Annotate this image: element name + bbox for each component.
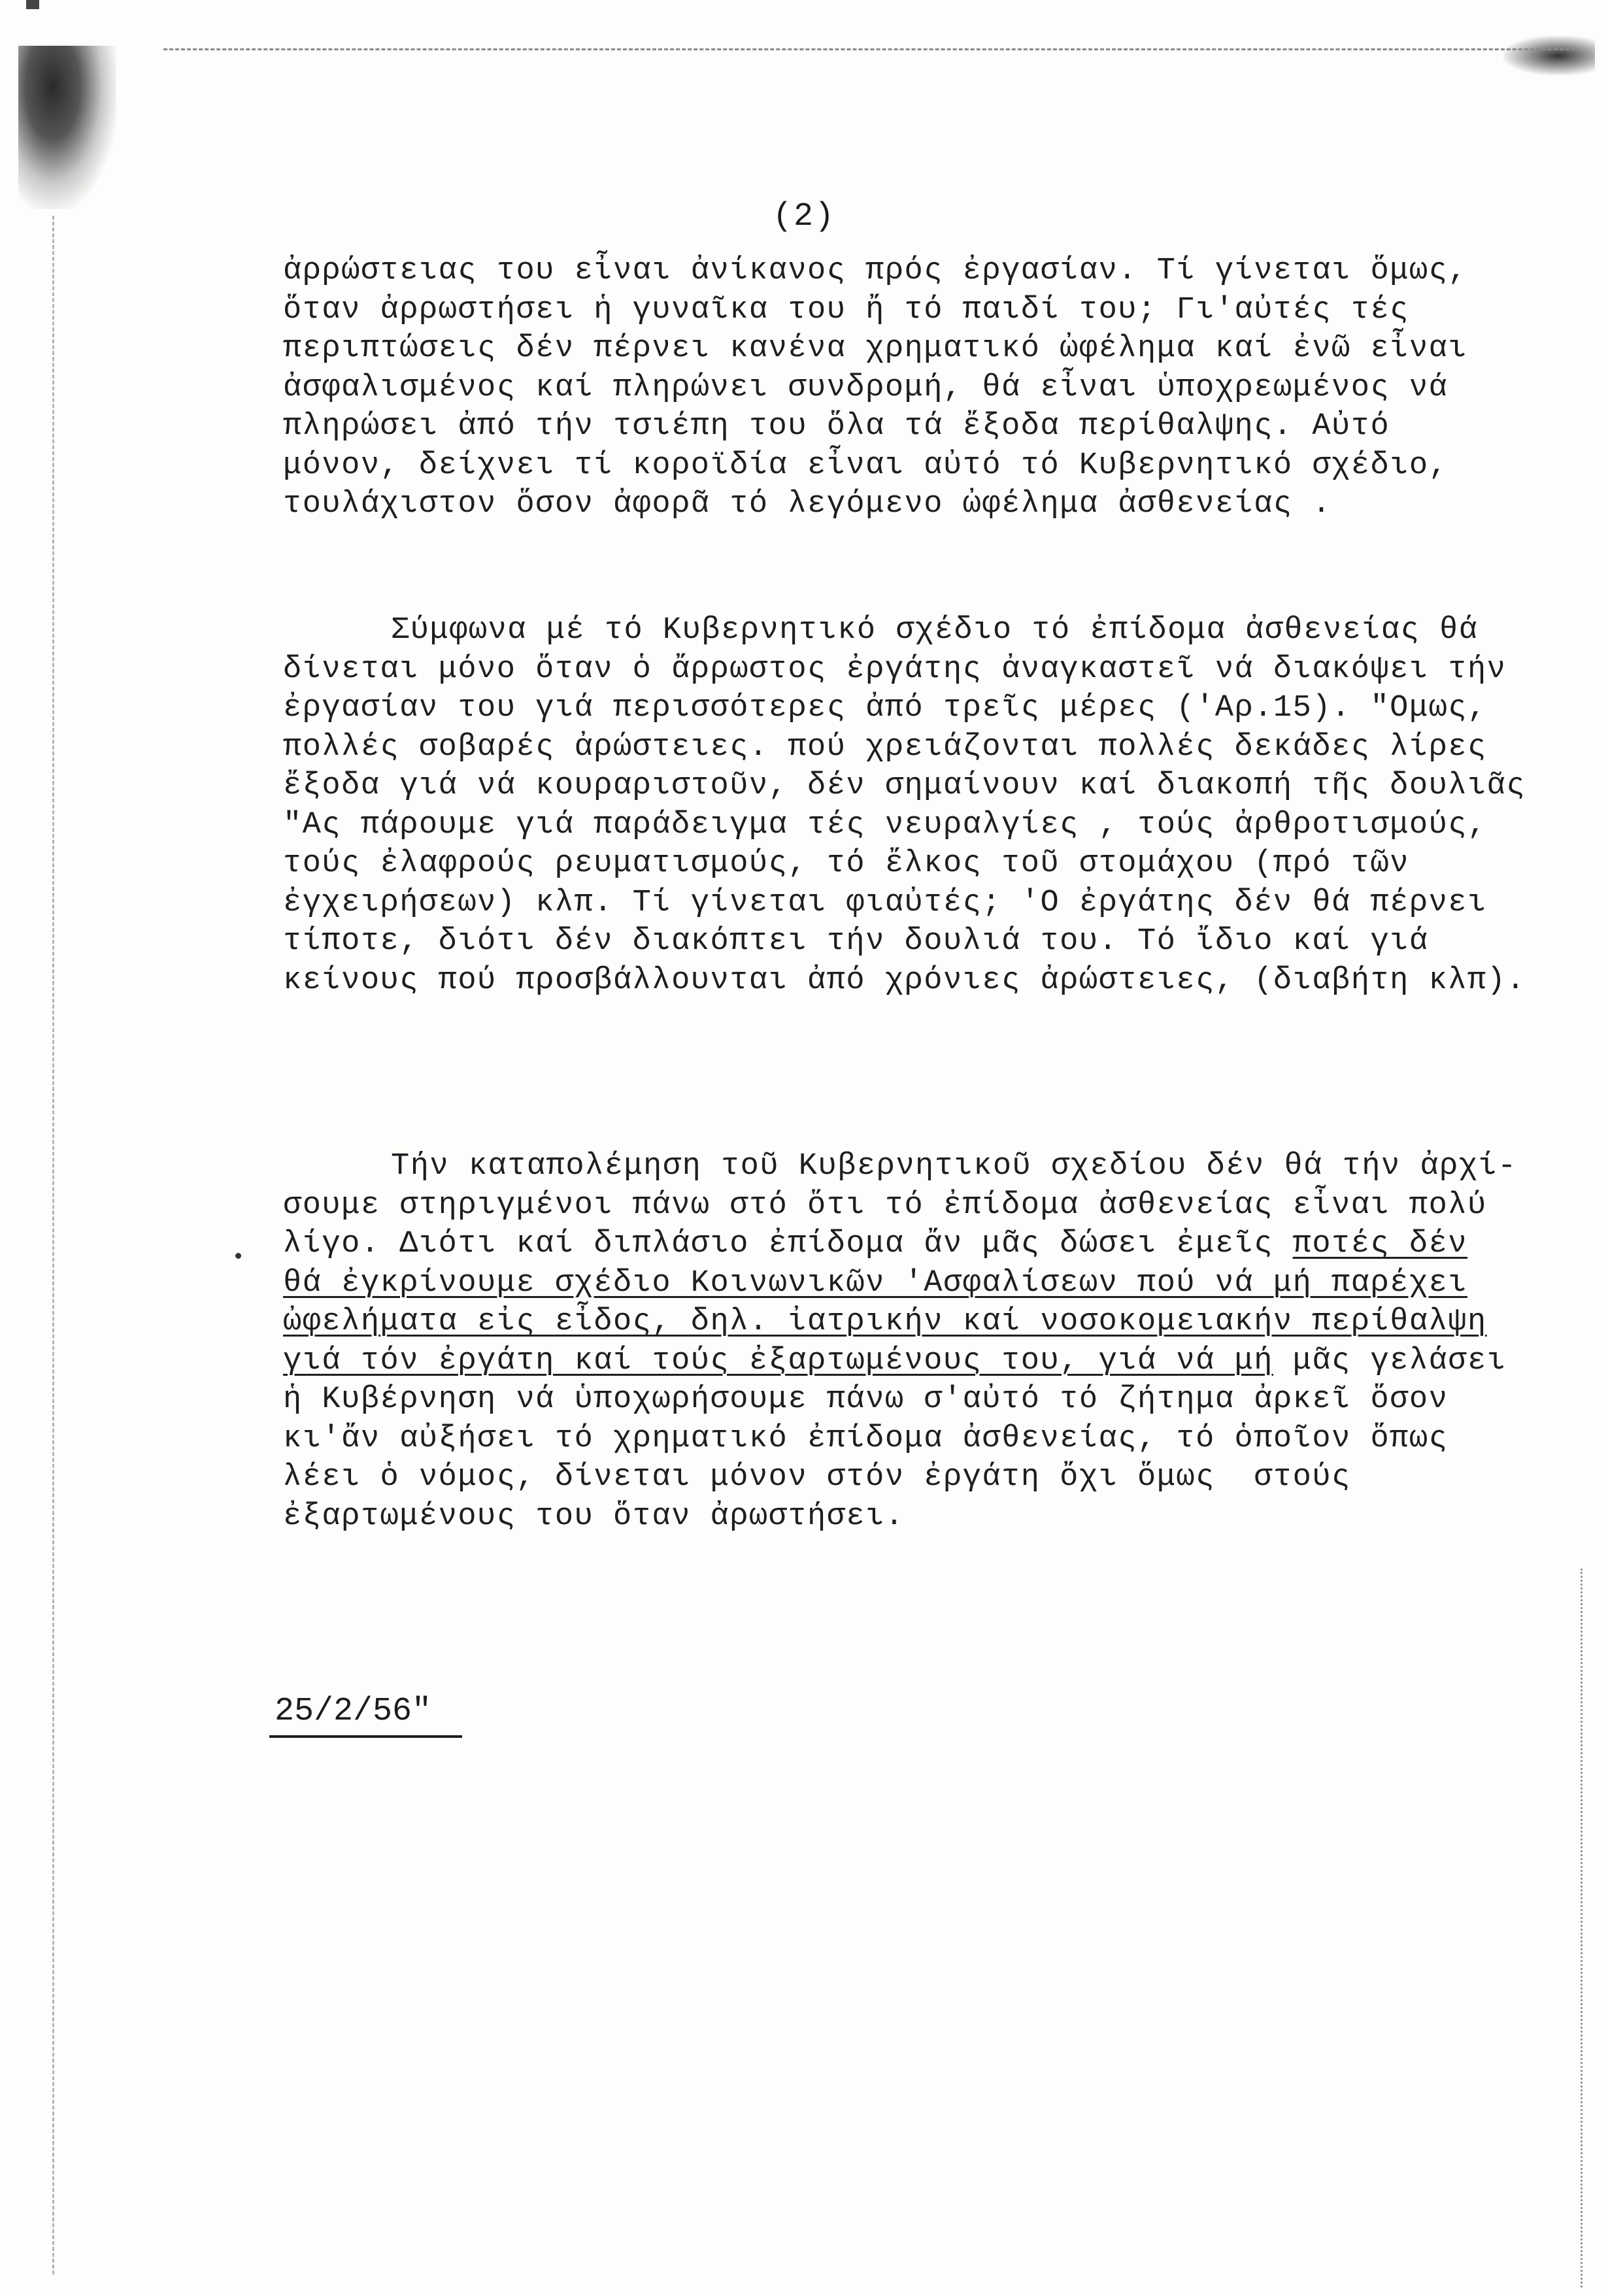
text-segment: Τήν καταπολέμηση τοῦ Κυβερνητικοῦ σχεδίου δέν θά τήν ἀρχί- [391,1149,1517,1184]
text-line [283,1264,1467,1303]
text-line [283,446,1448,486]
text-segment: δίνεται μόνο ὅταν ὁ ἄρρωστος ἐργάτης ἀναγκαστεῖ νά διακόψει τήν [283,652,1507,687]
text-line [283,329,1467,369]
text-segment: πληρώσει ἀπό τήν τσιέπη του ὅλα τά ἔξοδα περίθαλψης. Αὐτό [283,409,1390,444]
text-segment: ὅταν ἀρρωστήσει ἡ γυναῖκα του ἤ τό παιδί του; Γι'αὐτές τές [283,292,1409,327]
text-segment: Σύμφωνα μέ τό Κυβερνητικό σχέδιο τό ἐπίδομα ἀσθενείας θά [391,613,1479,648]
text-segment: ἀρρώστειας του εἶναι ἀνίκανος πρός ἐργασίαν. Τί γίνεται ὅμως, [283,254,1467,288]
text-line [283,806,1487,845]
text-segment: κείνους πού προσβάλλουνται ἀπό χρόνιες ἀρώστειες, (διαβήτη κλπ). [283,963,1526,998]
text-segment: μᾶς γελάσει [1273,1343,1507,1378]
text-line [391,1147,1517,1186]
text-segment: ἐγχειρήσεων) κλπ. Τί γίνεται φιαὐτές; 'Ο ἐργάτης δέν θά πέρνει [283,885,1487,920]
text-line [283,252,1467,291]
text-line [283,1303,1487,1342]
text-segment: πολλές σοβαρές ἀρώστειες. πού χρειάζονται πολλές δεκάδες λίρες [283,729,1487,765]
text-line [283,767,1526,806]
text-segment: ἐργασίαν του γιά περισσότερες ἀπό τρεῖς μέρες ('Αρ.15). "Ομως, [283,691,1487,725]
text-line [283,1186,1487,1225]
text-line [283,922,1429,961]
text-segment: "Ας πάρουμε γιά παράδειγμα τές νευραλγίες , τούς ἀρθροτισμούς, [283,807,1487,842]
text-segment: ἔξοδα γιά νά κουραριστοῦν, δέν σημαίνουν καί διακοπή τῆς δουλιᾶς [283,769,1526,803]
text-segment: σουμε στηριγμένοι πάνω στό ὅτι τό ἐπίδομα ἀσθενείας εἶναι πολύ [283,1188,1487,1223]
text-line [283,1497,905,1537]
text-segment: λίγο. Διότι καί διπλάσιο ἐπίδομα ἄν μᾶς δώσει ἐμεῖς [283,1227,1293,1261]
text-segment: τίποτε, διότι δέν διακόπτει τήν δουλιά του. Τό ἴδιο καί γιά [283,924,1429,959]
text-line [283,1458,1351,1497]
text-line [283,1225,1467,1264]
text-line [283,1380,1448,1420]
text-line [283,689,1487,728]
text-line [283,728,1487,767]
underlined-text: ποτές δέν [1292,1227,1467,1261]
text-line [283,485,1332,524]
text-segment: τουλάχιστον ὅσον ἀφορᾶ τό λεγόμενο ὠφέλημα ἀσθενείας . [283,487,1332,522]
text-line [283,1342,1506,1381]
text-line [283,884,1487,923]
margin-dot [235,1253,241,1259]
text-segment: ἐξαρτωμένους του ὅταν ἀρωστήσει. [283,1499,905,1534]
text-segment: λέει ὁ νόμος, δίνεται μόνον στόν ἐργάτη ὄχι ὅμως στούς [283,1460,1351,1495]
text-segment: κι'ἄν αὐξήσει τό χρηματικό ἐπίδομα ἀσθενείας, τό ὁποῖον ὅπως [283,1421,1449,1456]
text-line [283,369,1448,408]
text-line [283,407,1390,446]
text-line [283,961,1526,1001]
date-underline [269,1735,462,1738]
underlined-text: γιά τόν ἐργάτη καί τούς ἐξαρτωμένους του, γιά νά μή [283,1343,1273,1378]
text-segment: μόνον, δείχνει τί κοροϊδία εἶναι αὐτό τό Κυβερνητικό σχέδιο, [283,448,1449,483]
text-line [283,844,1409,884]
text-segment: ἡ Κυβέρνηση νά ὑποχωρήσουμε πάνω σ'αὐτό τό ζήτημα ἀρκεῖ ὅσον [283,1382,1449,1417]
text-segment: περιπτώσεις δέν πέρνει κανένα χρηματικό ὠφέλημα καί ἐνῶ εἶναι [283,331,1467,366]
underlined-text: θά ἐγκρίνουμε σχέδιο Κοινωνικῶν 'Ασφαλίσεων πού νά μή παρέχει [283,1265,1467,1301]
page-number: (2) [772,198,835,235]
document-date: 25/2/56" [275,1693,432,1730]
text-line [283,291,1409,330]
text-line [391,611,1478,650]
text-line [283,1420,1448,1459]
text-segment: τούς ἐλαφρούς ρευματισμούς, τό ἔλκος τοῦ στομάχου (πρό τῶν [283,846,1409,881]
underlined-text: ὠφελήματα εἰς εἶδος, δηλ. ἰατρικήν καί νοσοκομειακήν περίθαλψη [283,1305,1487,1339]
text-segment: ἀσφαλισμένος καί πληρώνει συνδρομή, θά εἶναι ὑποχρεωμένος νά [283,370,1449,405]
text-line [283,650,1506,690]
